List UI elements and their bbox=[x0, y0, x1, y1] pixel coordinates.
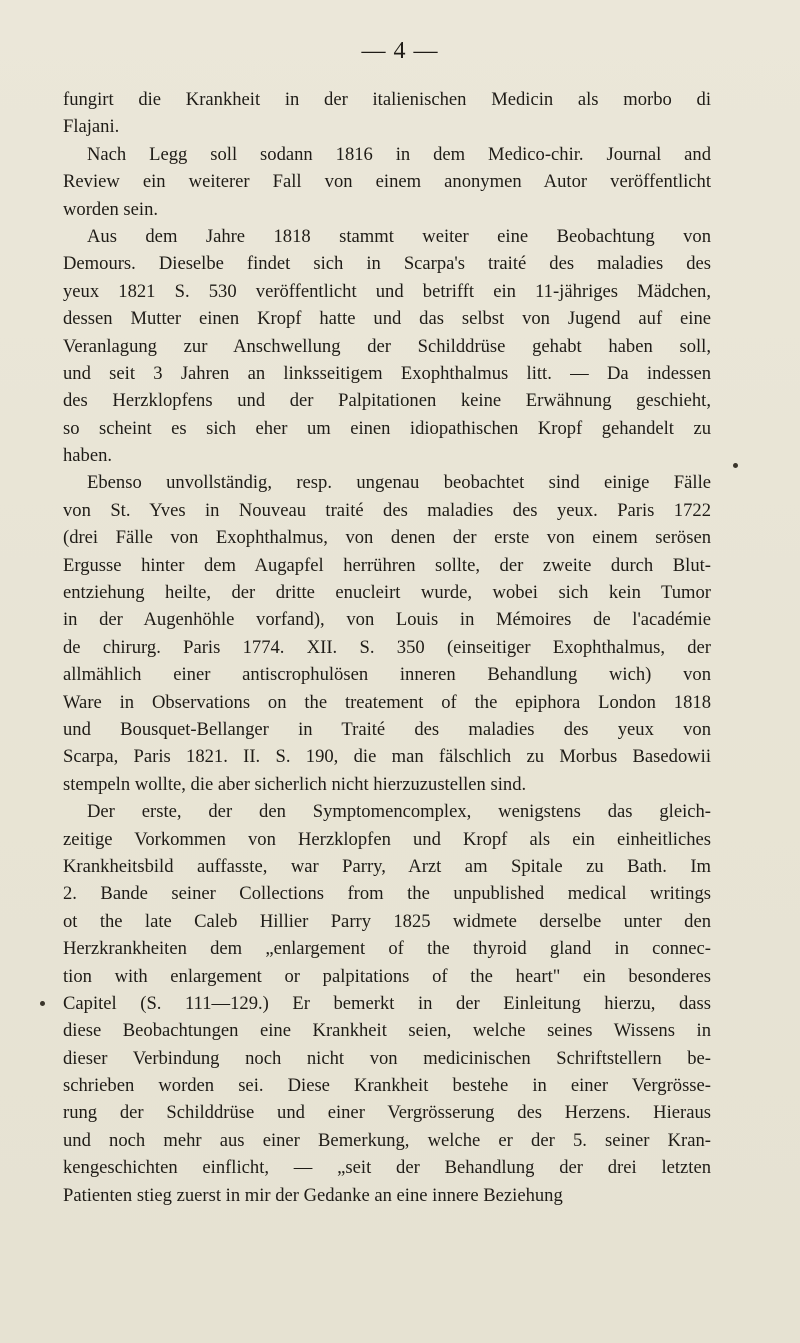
text-line: zeitige Vorkommen von Herzklopfen und Kropf als ein einheitliches bbox=[63, 828, 711, 850]
text-line: und noch mehr aus einer Bemerkung, welche er der 5. seiner Kran- bbox=[63, 1129, 711, 1151]
text-line: Ergusse hinter dem Augapfel herrühren sollte, der zweite durch Blut- bbox=[63, 554, 711, 576]
text-line: Demours. Dieselbe findet sich in Scarpa's traité des maladies des bbox=[63, 253, 711, 275]
ink-speck bbox=[40, 1001, 45, 1006]
text-line: diese Beobachtungen eine Krankheit seien, welche seines Wissens in bbox=[63, 1020, 711, 1042]
text-line: stempeln wollte, die aber sicherlich nicht hierzuzustellen sind. bbox=[63, 773, 527, 795]
text-line: ot the late Caleb Hillier Parry 1825 widmete derselbe unter den bbox=[63, 910, 711, 932]
text-line: Ware in Observations on the treatement of the epiphora London 1818 bbox=[63, 691, 711, 713]
text-line: von St. Yves in Nouveau traité des maladies des yeux. Paris 1722 bbox=[63, 499, 711, 521]
text-line: so scheint es sich eher um einen idiopathischen Kropf gehandelt zu bbox=[63, 417, 711, 439]
text-line: haben. bbox=[63, 445, 113, 467]
text-line: in der Augenhöhle vorfand), von Louis in Mémoires de l'académie bbox=[63, 609, 711, 631]
text-line: worden sein. bbox=[63, 198, 159, 220]
text-line: Capitel (S. 111—129.) Er bemerkt in der Einleitung hierzu, dass bbox=[63, 992, 711, 1014]
text-line: und seit 3 Jahren an linksseitigem Exophthalmus litt. — Da indessen bbox=[63, 362, 711, 384]
text-line: Ebenso unvollständig, resp. ungenau beobachtet sind einige Fälle bbox=[87, 472, 711, 494]
text-line: dessen Mutter einen Kropf hatte und das selbst von Jugend auf eine bbox=[63, 308, 711, 330]
text-line: Nach Legg soll sodann 1816 in dem Medico-chir. Journal and bbox=[87, 143, 711, 165]
body-text bbox=[63, 86, 711, 1209]
text-line: Krankheitsbild auffasste, war Parry, Arzt am Spitale zu Bath. Im bbox=[63, 855, 711, 877]
text-line: (drei Fälle von Exophthalmus, von denen der erste von einem serösen bbox=[63, 527, 711, 549]
text-line: tion with enlargement or palpitations of the heart" ein besonderes bbox=[63, 965, 711, 987]
text-line: des Herzklopfens und der Palpitationen keine Erwähnung geschieht, bbox=[63, 390, 711, 412]
text-line: Aus dem Jahre 1818 stammt weiter eine Beobachtung von bbox=[87, 225, 711, 247]
page-number: — 4 — bbox=[361, 38, 439, 64]
text-line: Review ein weiterer Fall von einem anonymen Autor veröffentlicht bbox=[63, 171, 711, 193]
ink-speck bbox=[733, 463, 738, 468]
text-line: Herzkrankheiten dem „enlargement of the thyroid gland in connec- bbox=[63, 938, 711, 960]
text-line: Der erste, der den Symptomencomplex, wenigstens das gleich- bbox=[87, 801, 711, 823]
text-line: Veranlagung zur Anschwellung der Schilddrüse gehabt haben soll, bbox=[63, 335, 711, 357]
text-line: und Bousquet-Bellanger in Traité des maladies des yeux von bbox=[63, 718, 711, 740]
text-line: Patienten stieg zuerst in mir der Gedanke an eine innere Beziehung bbox=[63, 1184, 563, 1206]
text-line: allmählich einer antiscrophulösen inneren Behandlung wich) von bbox=[63, 664, 711, 686]
text-line: Flajani. bbox=[63, 116, 120, 138]
text-line: rung der Schilddrüse und einer Vergrösserung des Herzens. Hieraus bbox=[63, 1102, 711, 1124]
text-line: de chirurg. Paris 1774. XII. S. 350 (einseitiger Exophthalmus, der bbox=[63, 636, 711, 658]
text-line: fungirt die Krankheit in der italienischen Medicin als morbo di bbox=[63, 89, 711, 110]
text-line: kengeschichten einflicht, — „seit der Behandlung der drei letzten bbox=[63, 1157, 711, 1179]
text-line: schrieben worden sei. Diese Krankheit bestehe in einer Vergrösse- bbox=[63, 1075, 711, 1097]
text-line: Scarpa, Paris 1821. II. S. 190, die man fälschlich zu Morbus Basedowii bbox=[63, 746, 711, 768]
text-line: entziehung heilte, der dritte enucleirt wurde, wobei sich kein Tumor bbox=[63, 582, 711, 604]
text-line: dieser Verbindung noch nicht von medicinischen Schriftstellern be- bbox=[63, 1047, 711, 1069]
text-line: 2. Bande seiner Collections from the unpublished medical writings bbox=[63, 883, 711, 905]
text-line: yeux 1821 S. 530 veröffentlicht und betrifft ein 11-jähriges Mädchen, bbox=[63, 280, 711, 302]
